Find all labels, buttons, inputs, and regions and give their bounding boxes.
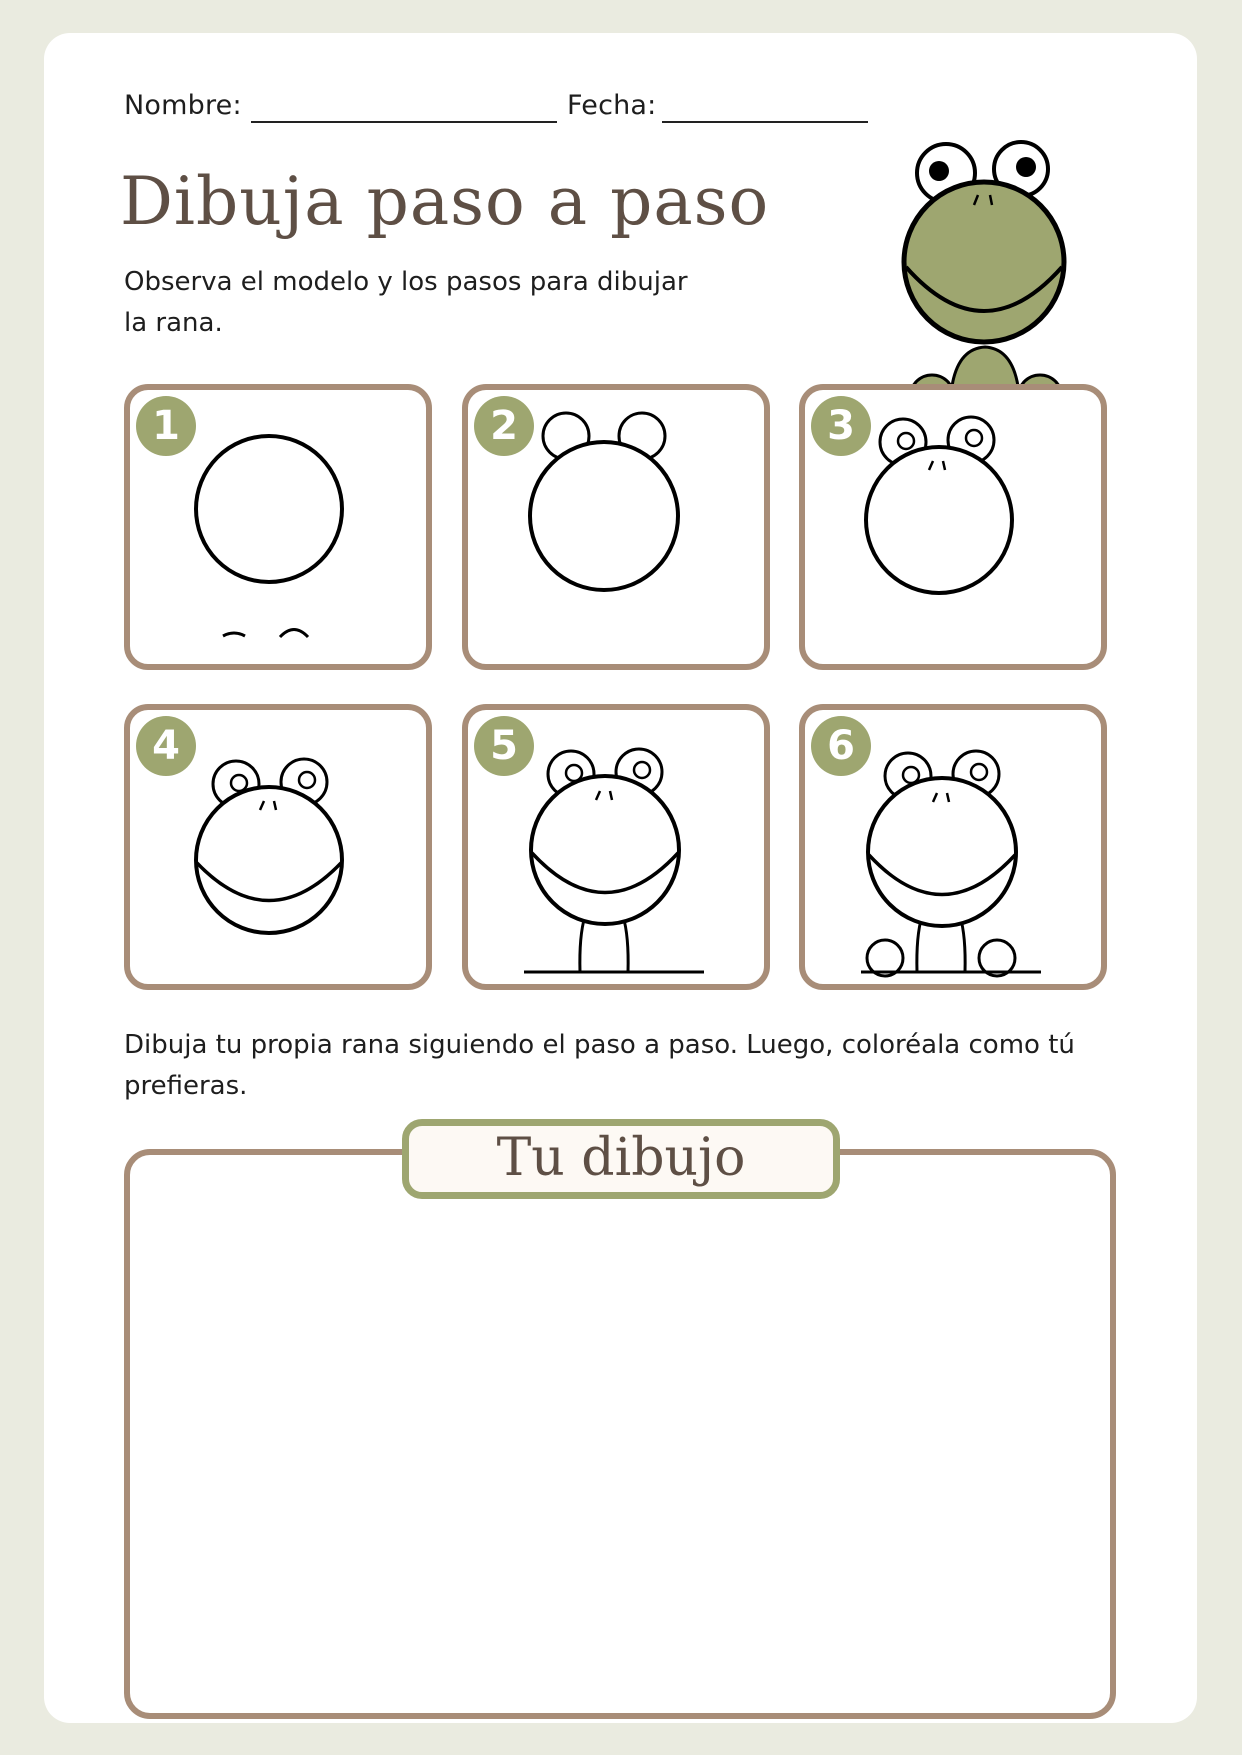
intro-text: [124, 262, 744, 344]
intro-line-1: Observa el modelo y los pasos para dibujar: [124, 267, 688, 297]
date-line[interactable]: [662, 121, 868, 123]
instruction-line-1: Dibuja tu propia rana siguiendo el paso a paso. Luego, coloréala como tú: [124, 1030, 1075, 1060]
step-2-panel: [462, 384, 770, 670]
step-4-panel: [124, 704, 432, 990]
name-line[interactable]: [251, 121, 557, 123]
name-label: Nombre:: [124, 90, 242, 121]
date-label: Fecha:: [567, 90, 657, 121]
page-title: Dibuja paso a paso: [120, 163, 770, 240]
worksheet-page: [44, 33, 1197, 1723]
instruction-line-2: prefieras.: [124, 1071, 248, 1101]
step-1-panel: [124, 384, 432, 670]
step-2-badge: 2: [474, 396, 534, 456]
drawing-area-title: Tu dibujo: [402, 1119, 840, 1199]
step-5-panel: [462, 704, 770, 990]
step-6-badge: 6: [811, 716, 871, 776]
step-4-badge: 4: [136, 716, 196, 776]
drawing-area[interactable]: [124, 1149, 1116, 1719]
frog-model-illustration: [880, 107, 1090, 419]
instruction-text: [124, 1025, 1124, 1107]
step-3-badge: 3: [811, 396, 871, 456]
step-3-panel: [799, 384, 1107, 670]
step-1-badge: 1: [136, 396, 196, 456]
step-6-panel: [799, 704, 1107, 990]
intro-line-2: la rana.: [124, 308, 223, 338]
step-5-badge: 5: [474, 716, 534, 776]
